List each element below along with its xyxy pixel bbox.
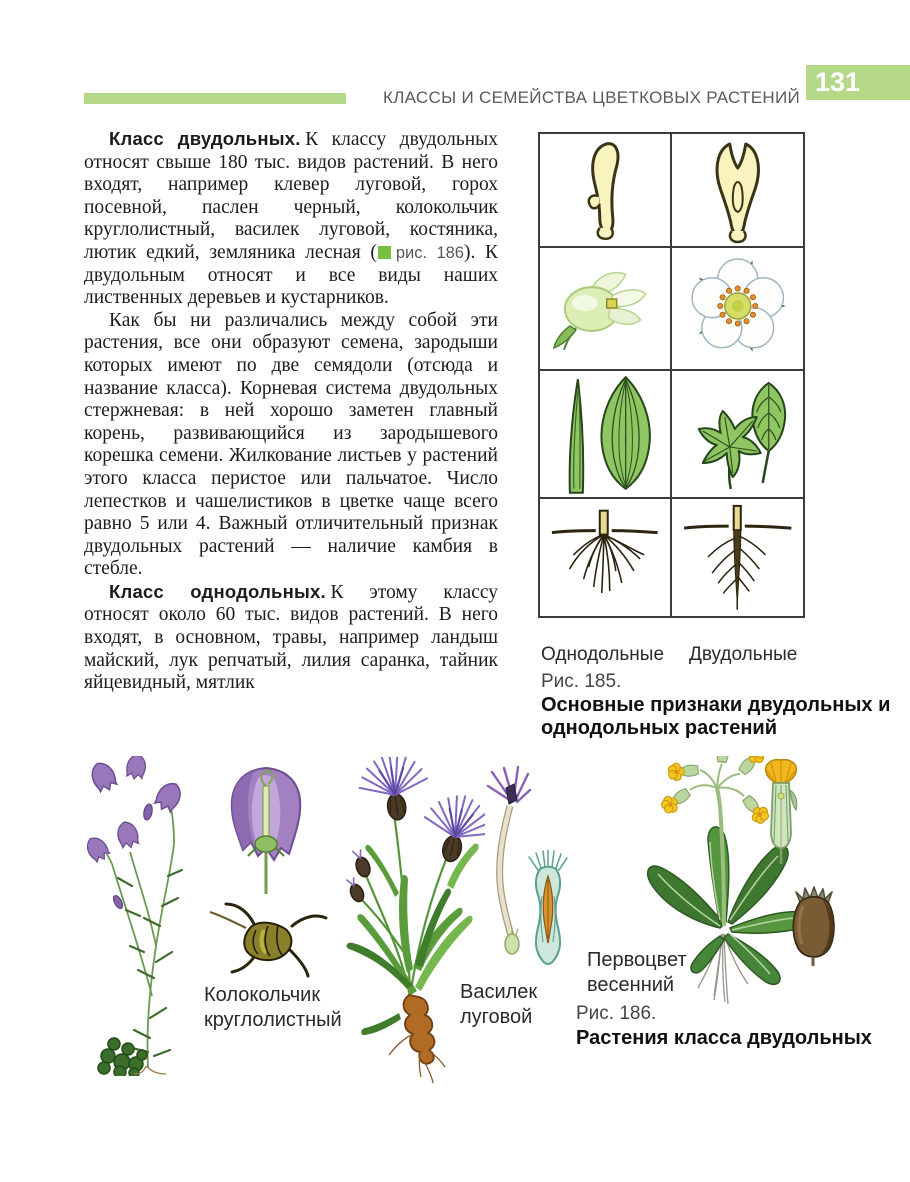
primrose-flower-section-figure xyxy=(760,756,802,868)
fig185-caption-text: Основные признаки двудольных и однодольных растений xyxy=(541,694,891,739)
fig186-caption-number: Рис. 186. xyxy=(576,1003,657,1024)
fig185-cell-monocot-flower xyxy=(540,248,672,371)
primrose-seed-capsule-illustration xyxy=(790,886,838,968)
primrose-flower-section-illustration xyxy=(760,756,802,868)
chapter-title: КЛАССЫ И СЕМЕЙСТВА ЦВЕТКОВЫХ РАСТЕНИЙ xyxy=(383,88,800,107)
harebell-capsule-figure xyxy=(204,898,329,978)
dicot-leaves-illustration xyxy=(672,371,804,497)
paragraph-text: ). К двудольным относят и все виды наших лиственных деревьев и кустарников. xyxy=(84,241,499,309)
cornflower-floret-section-illustration xyxy=(526,850,570,968)
fig185-cell-taproot xyxy=(672,499,804,616)
paragraph-monocot-class xyxy=(84,581,498,695)
cornflower-plant-illustration xyxy=(335,757,485,1087)
primrose-capsule-figure xyxy=(790,886,838,968)
monocot-flower-illustration xyxy=(540,248,670,369)
figure-185-table xyxy=(538,132,805,618)
fig185-cell-dicot-leaves xyxy=(672,371,804,499)
fig185-label-dicots: Двудольные xyxy=(689,644,798,665)
fibrous-root-illustration xyxy=(540,499,670,616)
monocot-embryo-illustration xyxy=(540,134,670,246)
harebell-flower-section-figure xyxy=(210,758,322,898)
harebell-seed-capsule-illustration xyxy=(204,898,329,978)
dicot-embryo-illustration xyxy=(672,134,804,246)
dicot-flower-illustration xyxy=(672,248,804,369)
figure-ref-square-icon xyxy=(378,246,391,259)
fig185-cell-monocot-embryo xyxy=(540,134,672,248)
paragraph-dicot-class xyxy=(84,128,498,310)
fig185-cell-monocot-leaves xyxy=(540,371,672,499)
cornflower-floret-section-figure xyxy=(526,850,570,968)
label-harebell: Колокольчик круглолистный xyxy=(204,984,342,1031)
monocot-leaves-illustration xyxy=(540,371,670,497)
harebell-flower-section-illustration xyxy=(210,758,322,898)
harebell-plant-illustration xyxy=(84,756,214,1076)
page-number-badge xyxy=(806,65,910,100)
header-rule xyxy=(84,93,346,104)
fig185-label-monocots: Однодольные xyxy=(541,644,665,665)
label-cornflower: Василек луговой xyxy=(460,981,538,1028)
harebell-plant-figure xyxy=(84,756,214,1076)
fig185-cell-fibrous-roots xyxy=(540,499,672,616)
taproot-illustration xyxy=(672,499,804,616)
body-text-column xyxy=(84,128,498,695)
page-number: 131 xyxy=(815,67,861,97)
paragraph-dicot-traits: Как бы ни различались между собой эти растения, все они образуют семена, зародыши которых имеют по две семядоли (отсюда и название класса). Корневая система двудольных стержневая: в ней хорошо заметен главный корень, развивающийся из зародышевого корешка семени. Жилкование листьев у растений этого класса перистое или пальчатое. Число лепестков и чашелистиков в цветке чаще всего равно 5 или 4. Важный отличительный признак двудольных растений — наличие камбия в стебле. xyxy=(84,309,498,580)
fig185-cell-dicot-embryo xyxy=(672,134,804,248)
label-primrose: Первоцвет весенний xyxy=(587,949,687,996)
figure-ref-186: рис. 186 xyxy=(395,243,464,262)
paragraph-text: К этому классу относят около 60 тыс. видов растений. В него входят, в основном, травы, например ландыш майский, лук репчатый, лилия саранка, тайник яйцевидный, мятлик xyxy=(84,581,498,694)
cornflower-plant-figure xyxy=(335,757,485,1087)
paragraph-lead-dicots: Класс двудольных. xyxy=(109,128,301,149)
fig185-caption-number: Рис. 185. xyxy=(541,671,622,692)
paragraph-text: К классу двудольных относят свыше 180 тыс. видов растений. В него входят, например клевер луговой, горох посевной, паслен черный, колокольчик круглолистный, василек луговой, костяника, лютик едкий, земляника лесная ( xyxy=(84,129,498,263)
paragraph-lead-monocots: Класс однодольных. xyxy=(109,580,326,602)
fig185-cell-dicot-flower xyxy=(672,248,804,371)
primrose-umbel xyxy=(659,756,772,826)
fig186-caption-text: Растения класса двудольных xyxy=(576,1027,872,1049)
